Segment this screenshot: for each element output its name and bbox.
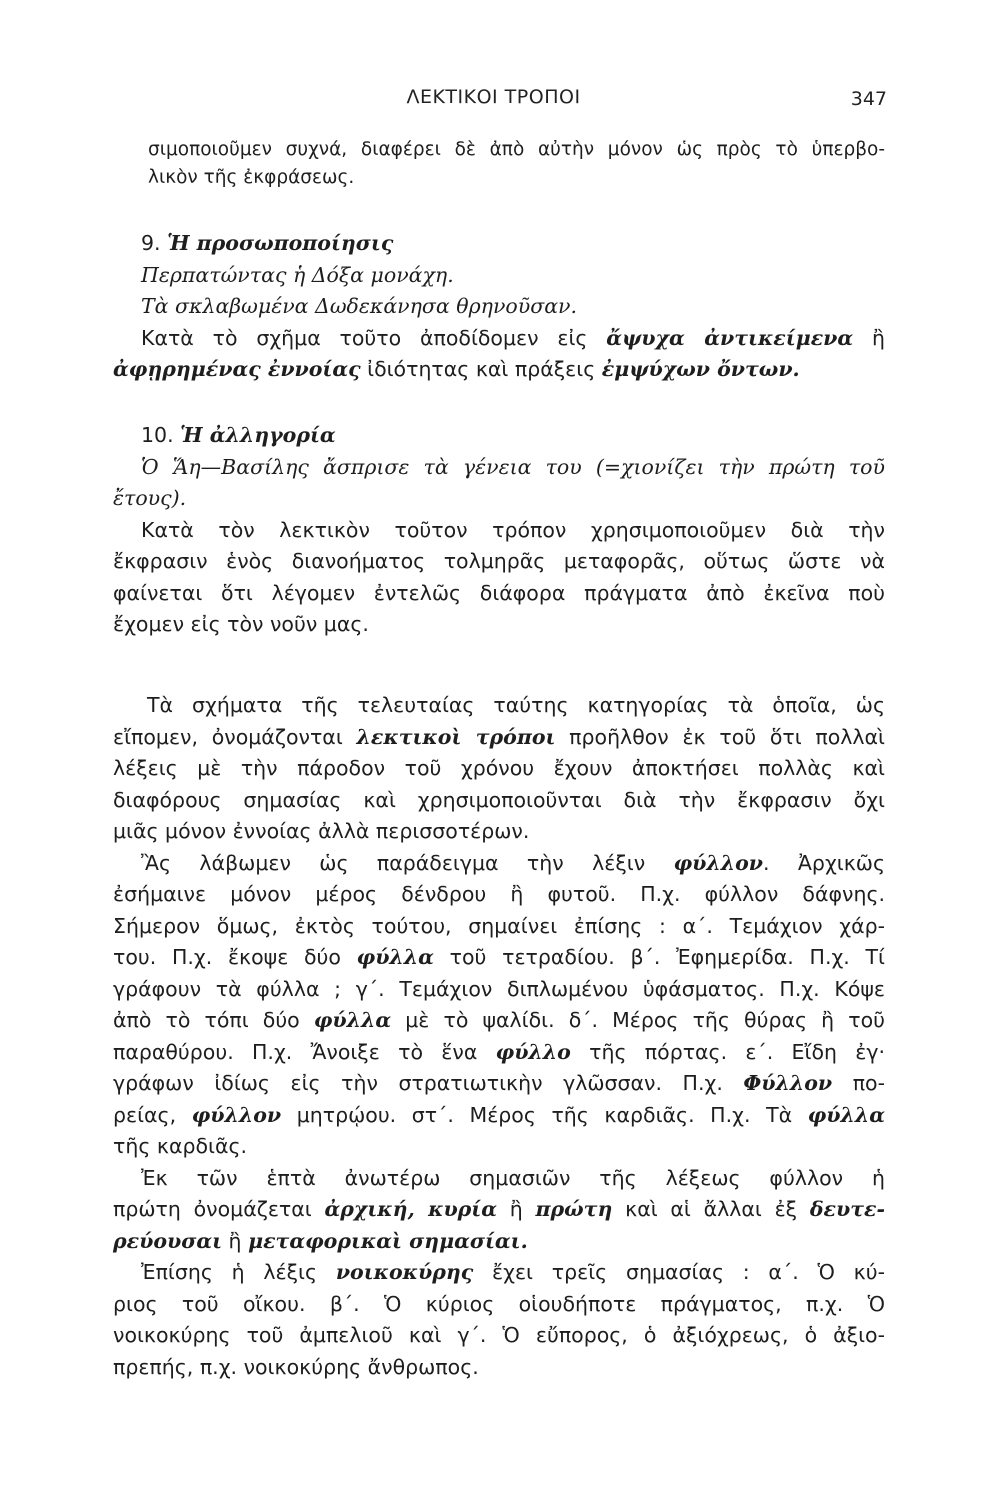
text-line: ἔκφρασιν ἑνὸς διανοήματος τολμηρᾶς μεταφορᾶς, οὕτως ὥστε νὰ bbox=[113, 549, 885, 573]
example-line: Τὰ σκλαβωμένα Δωδεκάνησα θρηνοῦσαν. bbox=[141, 294, 578, 318]
section-9 bbox=[113, 228, 885, 386]
emphasis: μεταφορικαὶ σημασίαι. bbox=[248, 1228, 528, 1253]
text-line: Κατὰ τὸ σχῆμα τοῦτο ἀποδίδομεν εἰς ἄψυχα ἀντικείμενα ἢ bbox=[141, 325, 885, 350]
emphasis: ἐμψύχων ὄντων. bbox=[601, 357, 800, 381]
text-line: Κατὰ τὸν λεκτικὸν τοῦτον τρόπον χρησιμοποιοῦμεν διὰ τὴν bbox=[141, 517, 885, 542]
emphasis: φύλλα bbox=[356, 945, 434, 969]
section-number: 10. bbox=[141, 423, 174, 447]
text-line: ἀφῃρημένας ἐννοίας ἰδιότητας καὶ πράξεις ἐμψύχων ὄντων. bbox=[113, 357, 800, 381]
example-line: ἔτους). bbox=[113, 486, 187, 510]
emphasis: φύλλον bbox=[191, 1102, 282, 1127]
text-line: ἀπὸ τὸ τόπι δύο φύλλα μὲ τὸ ψαλίδι. δ΄. Μέρος τῆς θύρας ἢ τοῦ bbox=[113, 1008, 885, 1032]
text-line: μιᾶς μόνον ἐννοίας ἀλλὰ περισσοτέρων. bbox=[113, 819, 530, 843]
text-line: Ἐκ τῶν ἑπτὰ ἀνωτέρω σημασιῶν τῆς λέξεως φύλλον ἡ bbox=[141, 1165, 885, 1190]
main-body bbox=[113, 690, 885, 1383]
text-line: ἐσήμαινε μόνον μέρος δένδρου ἢ φυτοῦ. Π.χ. φύλλον δάφνης. bbox=[113, 882, 885, 906]
text-line: του. Π.χ. ἔκοψε δύο φύλλα τοῦ τετραδίου. β΄. Ἐφημερίδα. Π.χ. Τί bbox=[113, 945, 885, 969]
emphasis: λεκτικοὶ τρόποι bbox=[356, 724, 556, 749]
emphasis: φύλλον bbox=[673, 850, 763, 875]
emphasis: φύλλα bbox=[313, 1008, 392, 1032]
text-line: ρεύουσαι ἢ μεταφορικαὶ σημασίαι. bbox=[113, 1228, 528, 1253]
emphasis: Φύλλον bbox=[743, 1071, 833, 1095]
text-line: ριος τοῦ οἴκου. β΄. Ὁ κύριος οἱουδήποτε πράγματος, π.χ. Ὁ bbox=[113, 1291, 885, 1316]
text-line: ἔχομεν εἰς τὸν νοῦν μας. bbox=[113, 612, 369, 636]
text-line: παραθύρου. Π.χ. Ἄνοιξε τὸ ἕνα φύλλο τῆς πόρτας. ε΄. Εἴδη ἐγ· bbox=[113, 1039, 885, 1064]
section-number: 9. bbox=[141, 231, 161, 255]
text-line: φαίνεται ὅτι λέγομεν ἐντελῶς διάφορα πράγματα ἀπὸ ἐκεῖνα ποὺ bbox=[113, 580, 885, 605]
emphasis: φύλλα bbox=[807, 1102, 886, 1127]
emphasis: δευτε- bbox=[809, 1197, 885, 1221]
text-line: Τὰ σχήματα τῆς τελευταίας ταύτης κατηγορίας τὰ ὁποῖα, ὡς bbox=[147, 693, 885, 717]
example-line: Περπατώντας ἡ Δόξα μονάχη. bbox=[141, 262, 454, 287]
text-line: πρώτη ὀνομάζεται ἀρχική, κυρία ἢ πρώτη καὶ αἱ ἄλλαι ἐξ δευτε- bbox=[113, 1197, 885, 1221]
text-line: Ἐπίσης ἡ λέξις νοικοκύρης ἔχει τρεῖς σημασίας : α΄. Ὁ κύ- bbox=[141, 1260, 885, 1284]
text-line: πρεπής, π.χ. νοικοκύρης ἄνθρωπος. bbox=[113, 1354, 479, 1379]
section-title: Ἡ προσωποποίησις bbox=[167, 231, 394, 255]
running-title: ΛΕΚΤΙΚΟΙ ΤΡΟΠΟΙ bbox=[406, 86, 581, 108]
intro-paragraph bbox=[148, 136, 885, 192]
text-line: λέξεις μὲ τὴν πάροδον τοῦ χρόνου ἔχουν ἀποκτήσει πολλὰς καὶ bbox=[113, 756, 885, 780]
emphasis: ἀφῃρημένας ἐννοίας bbox=[113, 357, 361, 381]
text-line: Σήμερον ὅμως, ἐκτὸς τούτου, σημαίνει ἐπίσης : α΄. Τεμάχιον χάρ- bbox=[113, 913, 885, 938]
section-10 bbox=[113, 420, 885, 641]
text-line: λικὸν τῆς ἐκφράσεως. bbox=[148, 167, 355, 188]
emphasis: ἀρχική, κυρία bbox=[324, 1197, 497, 1221]
section-heading bbox=[113, 228, 885, 260]
emphasis: ἄψυχα ἀντικείμενα bbox=[606, 325, 854, 350]
text-line: γράφουν τὰ φύλλα ; γ΄. Τεμάχιον διπλωμένου ὑφάσματος. Π.χ. Κόψε bbox=[113, 976, 885, 1001]
emphasis: ρεύουσαι bbox=[113, 1228, 223, 1253]
text-line: τῆς καρδιᾶς. bbox=[113, 1134, 248, 1158]
text-line: σιμοποιοῦμεν συχνά, διαφέρει δὲ ἀπὸ αὐτὴν μόνον ὡς πρὸς τὸ ὑπερβο- bbox=[148, 139, 885, 160]
text-line: Ἂς λάβωμεν ὡς παράδειγμα τὴν λέξιν φύλλον. Ἀρχικῶς bbox=[141, 850, 885, 875]
section-title: Ἡ ἀλληγορία bbox=[180, 423, 336, 447]
text-line: εἴπομεν, ὀνομάζονται λεκτικοὶ τρόποι προῆλθον ἐκ τοῦ ὅτι πολλαὶ bbox=[113, 724, 885, 749]
text-line: γράφων ἰδίως εἰς τὴν στρατιωτικὴν γλῶσσαν. Π.χ. Φύλλον πο- bbox=[113, 1071, 885, 1095]
page-number: 347 bbox=[850, 88, 887, 110]
emphasis: νοικοκύρης bbox=[335, 1260, 474, 1284]
text-line: ρείας, φύλλον μητρῴου. στ΄. Μέρος τῆς καρδιᾶς. Π.χ. Τὰ φύλλα bbox=[113, 1102, 886, 1127]
emphasis: φύλλο bbox=[495, 1039, 571, 1064]
example-line: Ὁ Ἅη—Βασίλης ἄσπρισε τὰ γένεια του (=χιονίζει τὴν πρώτη τοῦ bbox=[141, 454, 885, 479]
emphasis: πρώτη bbox=[535, 1197, 613, 1221]
text-line: διαφόρους σημασίας καὶ χρησιμοποιοῦνται διὰ τὴν ἔκφρασιν ὄχι bbox=[113, 787, 885, 812]
page-header bbox=[0, 86, 987, 116]
section-heading bbox=[113, 420, 885, 452]
text-line: νοικοκύρης τοῦ ἀμπελιοῦ καὶ γ΄. Ὁ εὔπορος, ὁ ἀξιόχρεως, ὁ ἀξιο- bbox=[113, 1323, 885, 1347]
